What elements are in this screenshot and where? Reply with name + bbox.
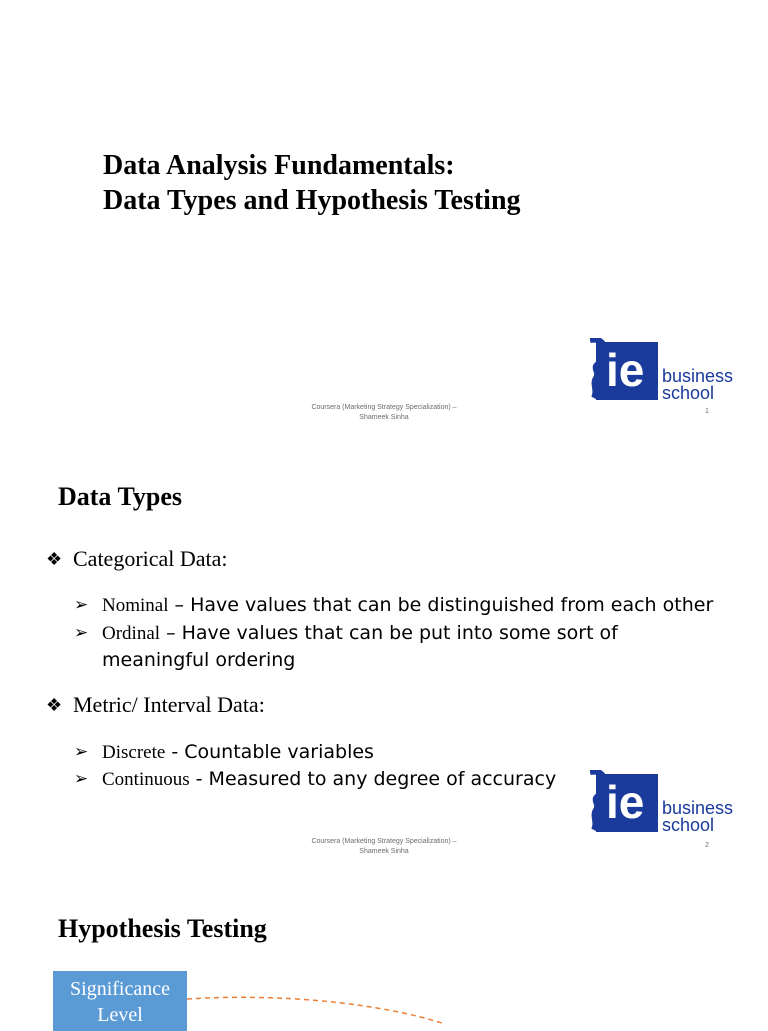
footer-line-1: Coursera (Marketing Strategy Specialization) – [311,838,457,845]
bullet-label: Metric/ Interval Data: [73,692,265,717]
slide-footer [284,403,484,423]
title-line-1: Data Analysis Fundamentals: [103,150,455,181]
item-lead: Nominal [102,595,169,616]
item-lead: Ordinal [102,623,161,644]
slide-heading: Hypothesis Testing [58,914,267,943]
arrow-bullet-icon: ➢ [74,769,89,789]
logo-line-2: school [662,815,715,835]
slide-title [103,148,521,218]
logo-line-2: school [662,383,715,403]
logo-line-1: business [662,366,734,386]
slide-heading: Data Types [58,482,182,511]
bullet-categorical [46,546,228,572]
title-slide [0,0,768,434]
ie-business-school-logo [590,770,740,836]
ie-business-school-logo [590,338,740,404]
bullet-metric [46,692,265,718]
item-text: – Have values that can be put into some sort of meaningful ordering [102,622,618,671]
sub-bullet-nominal [74,592,742,619]
footer-line-2: Shameek Sinha [359,848,409,855]
sub-bullet-ordinal [74,620,622,674]
arrow-bullet-icon: ➢ [74,742,89,762]
item-text: - Measured to any degree of accuracy [189,768,557,790]
item-lead: Discrete [102,742,166,763]
item-text: - Countable variables [165,741,374,763]
arrow-bullet-icon: ➢ [74,595,89,615]
data-types-slide [0,434,768,868]
logo-mark-text: ie [606,344,645,396]
significance-level-box [53,971,187,1031]
sub-bullet-discrete [74,739,742,766]
diamond-bullet-icon: ❖ [46,694,63,715]
logo-line-1: business [662,798,734,818]
footer-line-1: Coursera (Marketing Strategy Specialization) – [311,404,457,411]
diamond-bullet-icon: ❖ [46,548,63,569]
logo-mark-text: ie [606,776,645,828]
hypothesis-testing-slide [0,868,768,1024]
page-number: 1 [705,408,709,415]
arrow-bullet-icon: ➢ [74,623,89,643]
footer-line-2: Shameek Sinha [359,414,409,421]
box-line-2: Level [97,1004,143,1026]
item-text: – Have values that can be distinguished from each other [168,594,714,616]
title-line-2: Data Types and Hypothesis Testing [103,185,521,216]
sub-bullet-continuous [74,766,582,793]
box-line-1: Significance [70,978,170,1000]
slide-footer [284,837,484,857]
bullet-label: Categorical Data: [73,546,228,571]
item-lead: Continuous [102,769,190,790]
page-number: 2 [705,842,709,849]
